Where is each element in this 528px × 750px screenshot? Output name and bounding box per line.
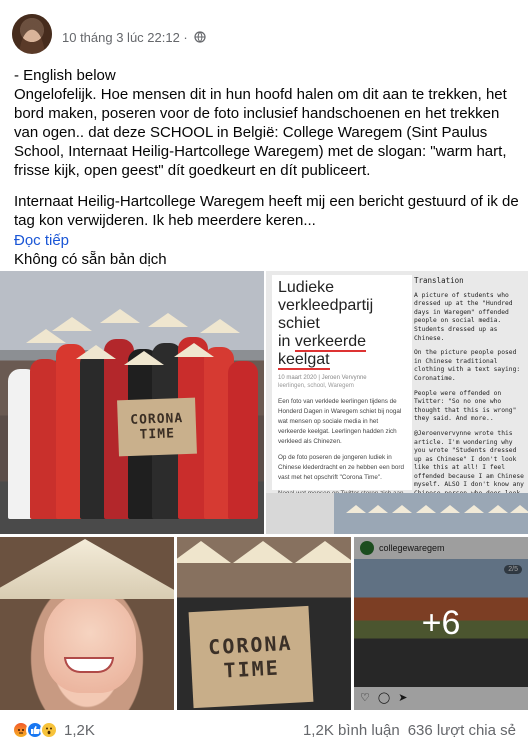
article-paragraph: Een foto van verklede leerlingen tijdens de Honderd Dagen in Waregem schiet bij nogal wat mensen op sociale media in het verkeerde keelgat. Leerlingen hadden zich verkleed als Chinezen. bbox=[278, 398, 402, 445]
media-grid bbox=[0, 271, 528, 710]
article-photo-strip bbox=[266, 493, 528, 534]
author-avatar[interactable] bbox=[12, 14, 52, 54]
comment-icon: ◯ bbox=[377, 692, 391, 704]
photo-face-closeup[interactable] bbox=[0, 537, 174, 710]
corona-time-sign bbox=[189, 606, 314, 708]
photo-article-screenshot[interactable] bbox=[266, 271, 528, 534]
more-photos-count: +6 bbox=[421, 604, 461, 642]
news-article bbox=[272, 275, 412, 490]
post-header bbox=[12, 14, 206, 54]
article-tags: leerlingen, school, Waregem bbox=[278, 383, 354, 389]
article-title-underlined: verkeerde keelgat bbox=[278, 333, 367, 368]
shares-count[interactable]: 636 lượt chia sẻ bbox=[407, 722, 516, 739]
photo-sign-closeup[interactable] bbox=[177, 537, 351, 710]
translation-paragraph: People were offended on Twitter: "So no one who thought that this is wrong" they said. And more.. bbox=[414, 389, 517, 423]
translation-paragraph: A picture of students who dressed up at the "Hundred days in Waregem" offended people on social media. Students dressed up as Chinese. bbox=[414, 291, 513, 342]
instagram-account: collegewaregem bbox=[379, 543, 445, 553]
more-photos-overlay[interactable] bbox=[354, 537, 528, 710]
translation-heading: Translation bbox=[414, 276, 464, 285]
article-title-line: Ludieke bbox=[278, 279, 335, 296]
article-title-line: in bbox=[278, 333, 295, 350]
sign-line: CORONA bbox=[207, 630, 294, 660]
post-paragraph: Ongelofelijk. Hoe mensen dit in hun hoofd halen om dit aan te trekken, het bord maken, poseren voor de foto inclusief handschoenen en het trekken van ogen.. dat deze SCHOOL in België: College Waregem (Sint Paulus School, Internaat Heilig-Hartcollege Waregem) met de slogan: "warm hart, frisse kijk, open geest" dít goedkeurt en dít publiceert. bbox=[14, 86, 507, 179]
post-paragraph: Internaat Heilig-Hartcollege Waregem heeft mij een bericht gestuurd of ik de tag kon verwijderen. Ik heb meerdere keren... bbox=[14, 193, 519, 229]
post-paragraph: - English below bbox=[14, 67, 116, 84]
reaction-count: 1,2K bbox=[64, 721, 95, 739]
no-translation-label: Không có sẵn bản dịch bbox=[14, 251, 167, 268]
post-footer bbox=[0, 715, 528, 745]
reactions-summary[interactable] bbox=[12, 721, 95, 739]
article-title-line: verkleedpartij schiet bbox=[278, 297, 374, 332]
translation-note bbox=[414, 277, 526, 492]
post-meta bbox=[62, 30, 206, 45]
wow-reaction-icon bbox=[40, 721, 58, 739]
article-paragraph: Op de foto poseren de jongeren ludiek in Chinese klederdracht en ze hebben een bord vast met het opschrift "Corona Time". bbox=[278, 454, 405, 481]
heart-icon: ♡ bbox=[360, 692, 370, 704]
post-timestamp[interactable]: 10 tháng 3 lúc 22:12 · bbox=[62, 29, 188, 45]
see-more-link[interactable]: Đọc tiếp bbox=[14, 232, 70, 249]
send-icon: ➤ bbox=[398, 692, 408, 704]
sign-line: CORONA bbox=[130, 411, 184, 428]
article-title bbox=[278, 279, 406, 369]
corona-time-sign bbox=[117, 398, 197, 457]
comments-count[interactable]: 1,2K bình luận bbox=[302, 722, 400, 739]
sign-line: TIME bbox=[222, 655, 281, 683]
photo-group-students[interactable] bbox=[0, 271, 264, 534]
globe-icon bbox=[194, 31, 206, 43]
translation-paragraph: @Jeroenvervynne wrote this article. I'm wondering why you wrote "Students dressed up as Chinese" I don't look like this at all! I feel offended because I am Chinese myself. ALSO I don't know any bbox=[414, 429, 524, 489]
instagram-counter: 2/5 bbox=[504, 565, 522, 574]
engagement-stats bbox=[303, 722, 516, 739]
translation-paragraph: On the picture people posed in Chinese traditional clothing with a text saying: Coronatime. bbox=[414, 349, 521, 382]
post-body bbox=[14, 66, 519, 269]
article-date: 10 maart 2020 | Jeroen Vervynne bbox=[278, 375, 367, 381]
sign-line: TIME bbox=[139, 426, 176, 443]
photo-instagram-post[interactable] bbox=[354, 537, 528, 710]
